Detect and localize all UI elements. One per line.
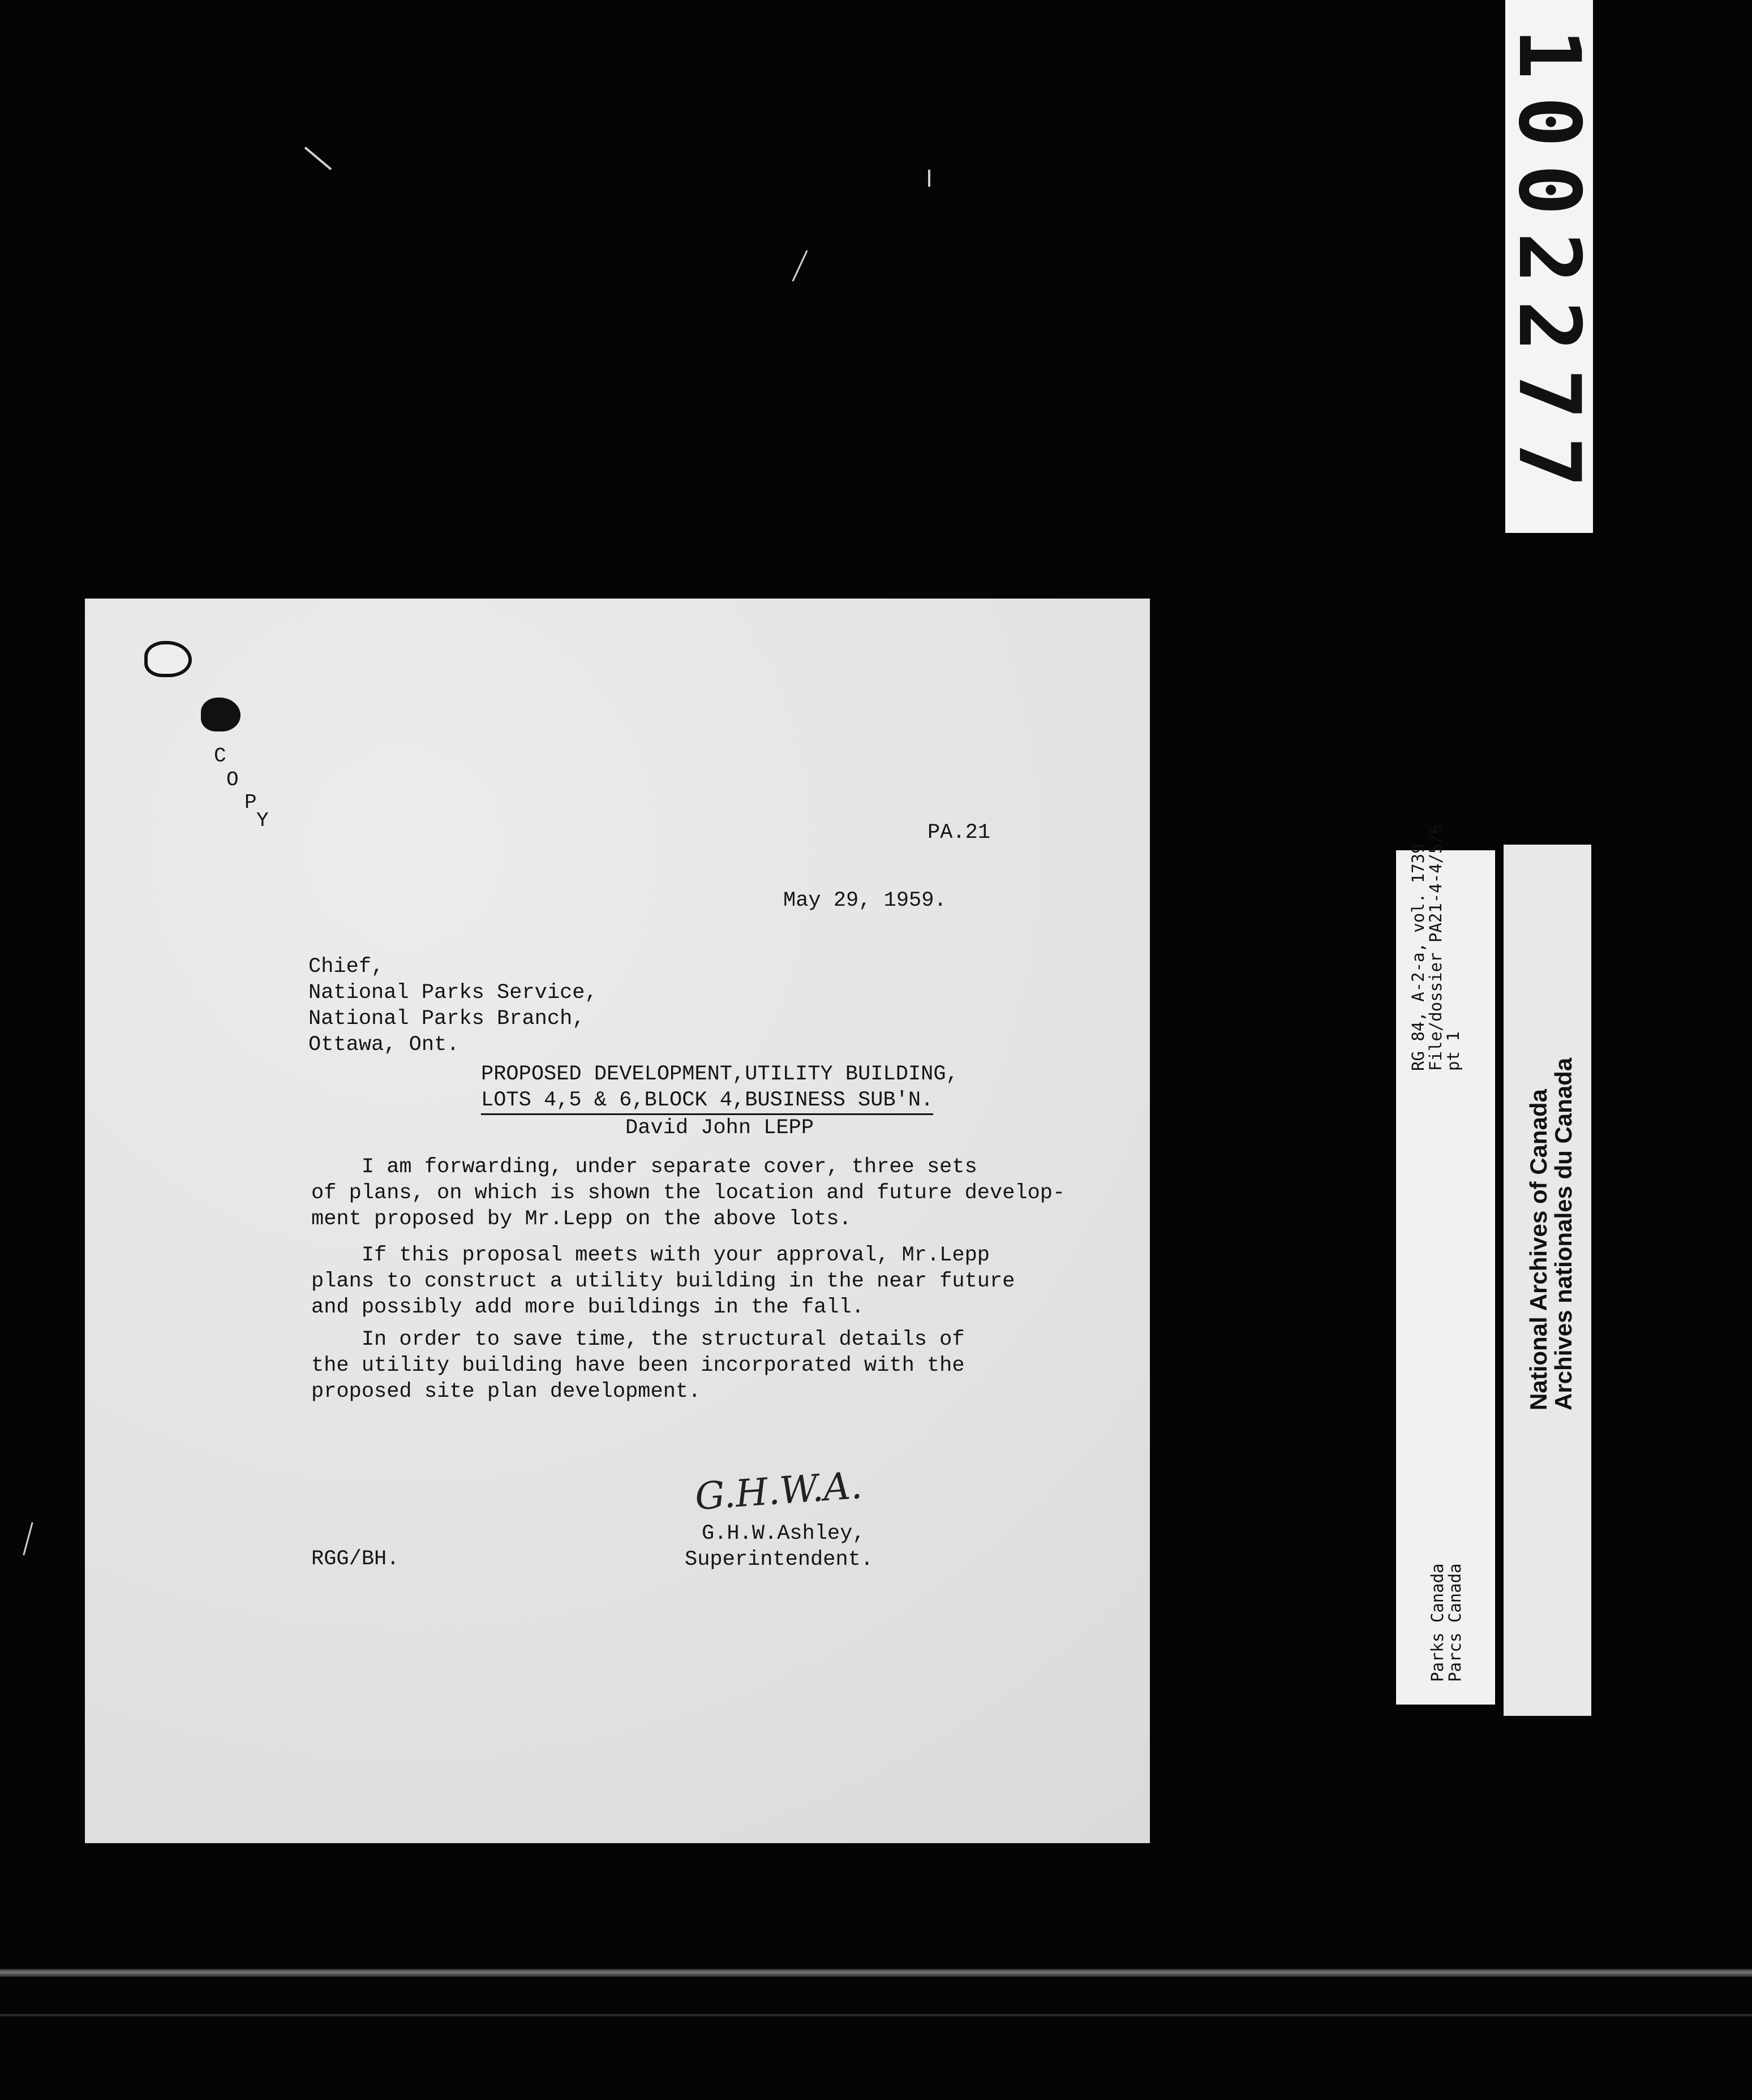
address-line: National Parks Service,	[308, 981, 598, 1005]
agency-name: Parks Canada Parcs Canada	[1428, 1563, 1465, 1682]
subject-line: PROPOSED DEVELOPMENT,UTILITY BUILDING,	[481, 1062, 959, 1086]
address-line: Chief,	[308, 955, 384, 979]
archive-institution-label	[1504, 845, 1591, 1716]
archive-reference-label	[1396, 824, 1495, 1705]
signatory-block	[685, 1521, 873, 1573]
body-line: I am forwarding, under separate cover, three sets	[311, 1155, 977, 1179]
letter-sheet	[85, 599, 1150, 1843]
film-speck	[304, 147, 332, 170]
signatory-name: G.H.W.Ashley,	[702, 1522, 865, 1546]
ink-blot	[144, 641, 192, 677]
frame-number: 1002277	[1500, 28, 1599, 505]
body-paragraph	[311, 1154, 1160, 1232]
film-speck	[792, 250, 808, 282]
body-line: plans to construct a utility building in the near future	[311, 1270, 1015, 1293]
body-paragraph	[311, 1327, 1160, 1405]
body-line: ment proposed by Mr.Lepp on the above lots.	[311, 1207, 852, 1231]
address-line: National Parks Branch,	[308, 1007, 585, 1031]
scan-edge-line	[0, 2014, 1752, 2016]
frame-number-strip	[1500, 0, 1599, 533]
body-line: In order to save time, the structural details of	[311, 1328, 965, 1352]
body-paragraph	[311, 1242, 1160, 1320]
body-line: the utility building have been incorporated with the	[311, 1354, 965, 1378]
typist-initials: RGG/BH.	[311, 1547, 400, 1571]
copy-stamp-letter: Y	[256, 809, 269, 832]
file-reference: PA.21	[927, 821, 991, 845]
body-line: and possibly add more buildings in the fall.	[311, 1296, 864, 1319]
body-line: If this proposal meets with your approval, Mr.Lepp	[311, 1243, 990, 1267]
body-line: proposed site plan development.	[311, 1380, 701, 1404]
signatory-title: Superintendent.	[685, 1548, 874, 1572]
institution-name: National Archives of Canada Archives nationales du Canada	[1525, 1057, 1577, 1410]
subject-line: LOTS 4,5 & 6,BLOCK 4,BUSINESS SUB'N.	[481, 1087, 933, 1115]
subject-line: David John LEPP	[625, 1116, 814, 1140]
copy-stamp-letter: O	[226, 768, 239, 791]
archive-file-reference: RG 84, A-2-a, vol. 1739 File/dossier PA21-4-4/5/6 pt 1	[1409, 824, 1463, 1071]
copy-stamp-letter: C	[214, 745, 226, 768]
letter-date: May 29, 1959.	[783, 889, 947, 913]
address-line: Ottawa, Ont.	[308, 1033, 460, 1057]
film-speck	[928, 170, 930, 187]
recipient-address	[308, 954, 598, 1058]
film-speck	[23, 1522, 33, 1556]
ink-blot	[201, 698, 241, 731]
subject-block	[481, 1061, 959, 1141]
copy-stamp-letter: P	[244, 791, 257, 814]
handwritten-signature: G.H.W.A.	[693, 1463, 864, 1519]
body-line: of plans, on which is shown the location and future develop-	[311, 1181, 1066, 1205]
scan-edge-line	[0, 1969, 1752, 1977]
